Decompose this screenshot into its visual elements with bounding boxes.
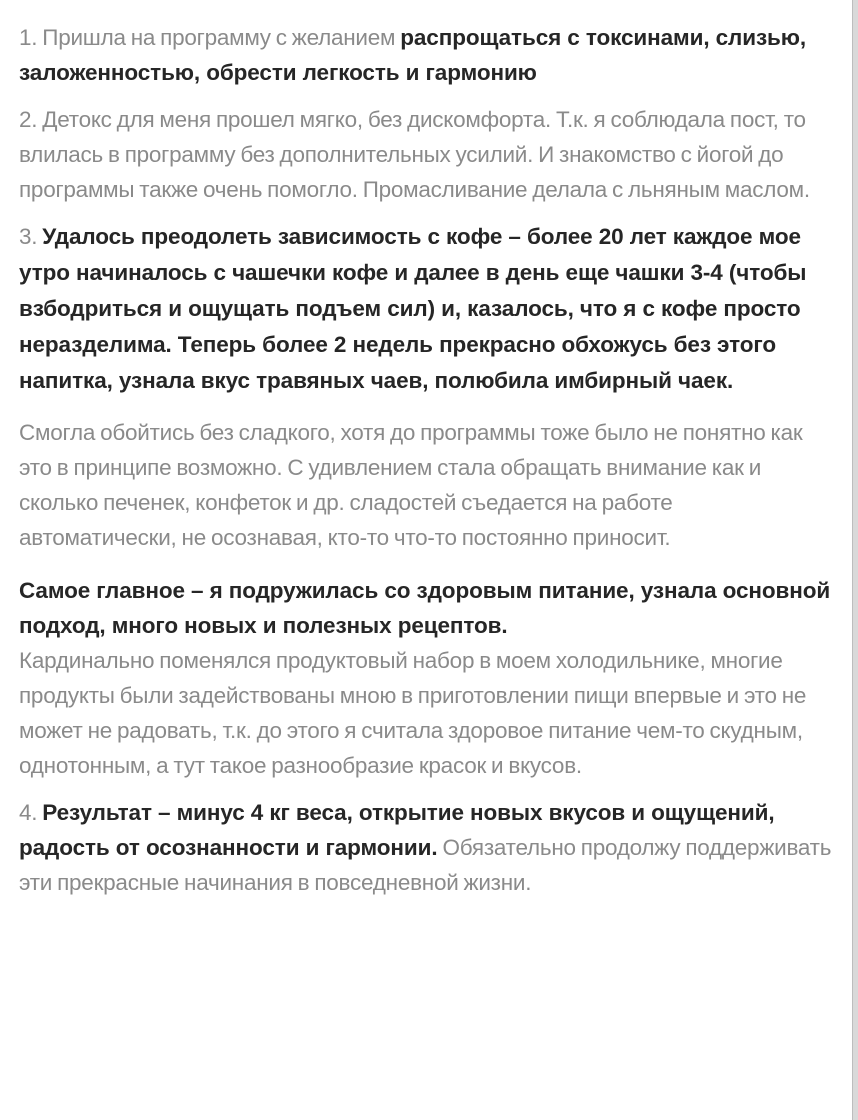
paragraph-3-text: 3.	[19, 224, 43, 249]
paragraph-2	[19, 102, 834, 207]
paragraph-4-text: Смогла обойтись без сладкого, хотя до программы тоже было не понятно как это в принципе возможно. С удивлением стала обращать внимание как и сколько печенек, конфеток и др. сладостей съедается на работе автоматически, не осознавая, кто-то что-то постоянно приносит.	[19, 420, 803, 550]
paragraph-6-text-after: Обязательно продолжу поддерживать эти прекрасные начинания в повседневной жизни.	[19, 835, 832, 895]
paragraph-1-bold: распрощаться с токсинами, слизью, заложенностью, обрести легкость и гармонию	[19, 25, 807, 85]
paragraph-4	[19, 415, 834, 555]
paragraph-1	[19, 20, 834, 90]
paragraph-6	[19, 795, 834, 900]
paragraph-3-bold: Удалось преодолеть зависимость с кофе – более 20 лет каждое мое утро начиналось с чашечки кофе и далее в день еще чашки 3-4 (чтобы взбодриться и ощущать подъем сил) и, казалось, что я с кофе просто неразделима. Теперь более 2 недель прекрасно обхожусь без этого напитка, узнала вкус травяных чаев, полюбила имбирный чаек.	[19, 224, 807, 393]
panel-right-border	[852, 0, 858, 1120]
paragraph-1-text: 1. Пришла на программу с желанием	[19, 25, 401, 50]
paragraph-6-bold: Результат – минус 4 кг веса, открытие новых вкусов и ощущений, радость от осознанности и гармонии.	[19, 800, 775, 860]
paragraph-3	[19, 219, 834, 399]
paragraph-2-text: 2. Детокс для меня прошел мягко, без дискомфорта. Т.к. я соблюдала пост, то влилась в программу без дополнительных усилий. И знакомство с йогой до программы также очень помогло. Промасливание делала с льняным маслом.	[19, 107, 810, 202]
paragraph-5-text: Кардинально поменялся продуктовый набор в моем холодильнике, многие продукты были задействованы мною в приготовлении пищи впервые и это не может не радовать, т.к. до этого я считала здоровое питание чем-то скудным, однотонным, а тут такое разнообразие красок и вкусов.	[19, 648, 807, 778]
paragraph-5	[19, 573, 834, 783]
paragraph-5-bold: Самое главное – я подружилась со здоровым питание, узнала основной подход, много новых и полезных рецептов.	[19, 578, 831, 638]
paragraph-6-text: 4.	[19, 800, 43, 825]
review-content	[19, 20, 834, 900]
